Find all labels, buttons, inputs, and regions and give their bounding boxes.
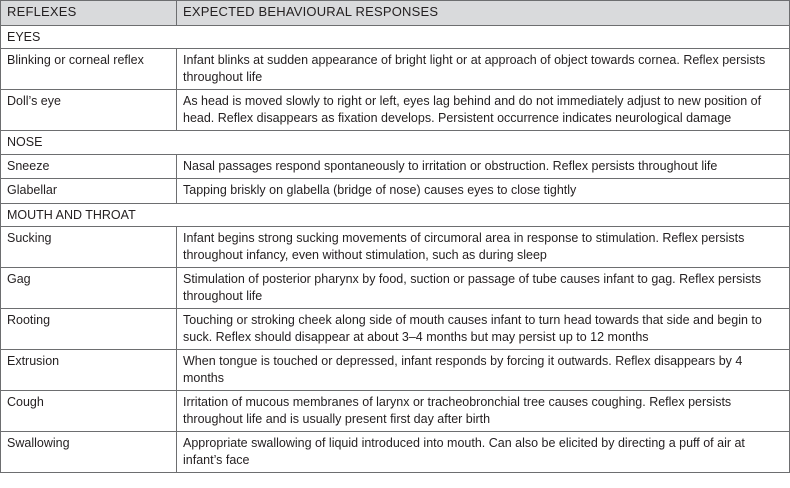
reflex-name: Sneeze — [1, 154, 177, 179]
section-row-eyes — [1, 25, 790, 49]
header-row — [1, 1, 790, 26]
section-row-nose — [1, 131, 790, 155]
reflex-response: Nasal passages respond spontaneously to irritation or obstruction. Reflex persists throughout life — [177, 154, 790, 179]
table-row — [1, 268, 790, 309]
reflex-name: Extrusion — [1, 350, 177, 391]
table-row — [1, 49, 790, 90]
reflex-name: Swallowing — [1, 432, 177, 473]
reflex-name: Sucking — [1, 227, 177, 268]
reflex-name: Rooting — [1, 309, 177, 350]
reflex-response: Tapping briskly on glabella (bridge of nose) causes eyes to close tightly — [177, 179, 790, 204]
reflex-name: Cough — [1, 391, 177, 432]
header-reflexes: REFLEXES — [1, 1, 177, 26]
table-row — [1, 350, 790, 391]
reflex-name: Doll’s eye — [1, 90, 177, 131]
reflex-response: Stimulation of posterior pharynx by food, suction or passage of tube causes infant to gag. Reflex persists throughout life — [177, 268, 790, 309]
header-responses: EXPECTED BEHAVIOURAL RESPONSES — [177, 1, 790, 26]
reflex-name: Gag — [1, 268, 177, 309]
section-row-mouth-and-throat — [1, 203, 790, 227]
section-title: EYES — [1, 25, 790, 49]
reflex-response: When tongue is touched or depressed, infant responds by forcing it outwards. Reflex disappears by 4 months — [177, 350, 790, 391]
table-row — [1, 154, 790, 179]
table-row — [1, 90, 790, 131]
table-row — [1, 227, 790, 268]
reflex-response: Infant begins strong sucking movements of circumoral area in response to stimulation. Reflex persists throughout infancy, even without stimulation, such as during sleep — [177, 227, 790, 268]
reflex-response: Appropriate swallowing of liquid introduced into mouth. Can also be elicited by directing a puff of air at infant’s face — [177, 432, 790, 473]
reflex-response: As head is moved slowly to right or left, eyes lag behind and do not immediately adjust to new position of head. Reflex disappears as fixation develops. Persistent occurrence indicates neurological damage — [177, 90, 790, 131]
table-row — [1, 391, 790, 432]
section-title: NOSE — [1, 131, 790, 155]
reflex-name: Blinking or corneal reflex — [1, 49, 177, 90]
reflex-response: Irritation of mucous membranes of larynx or tracheobronchial tree causes coughing. Reflex persists throughout life and is usually present first day after birth — [177, 391, 790, 432]
table-row — [1, 179, 790, 204]
table-row — [1, 309, 790, 350]
table-row — [1, 432, 790, 473]
reflex-name: Glabellar — [1, 179, 177, 204]
reflex-response: Touching or stroking cheek along side of mouth causes infant to turn head towards that side and begin to suck. Reflex should disappear at about 3–4 months but may persist up to 12 months — [177, 309, 790, 350]
reflex-response: Infant blinks at sudden appearance of bright light or at approach of object towards cornea. Reflex persists throughout life — [177, 49, 790, 90]
section-title: MOUTH AND THROAT — [1, 203, 790, 227]
